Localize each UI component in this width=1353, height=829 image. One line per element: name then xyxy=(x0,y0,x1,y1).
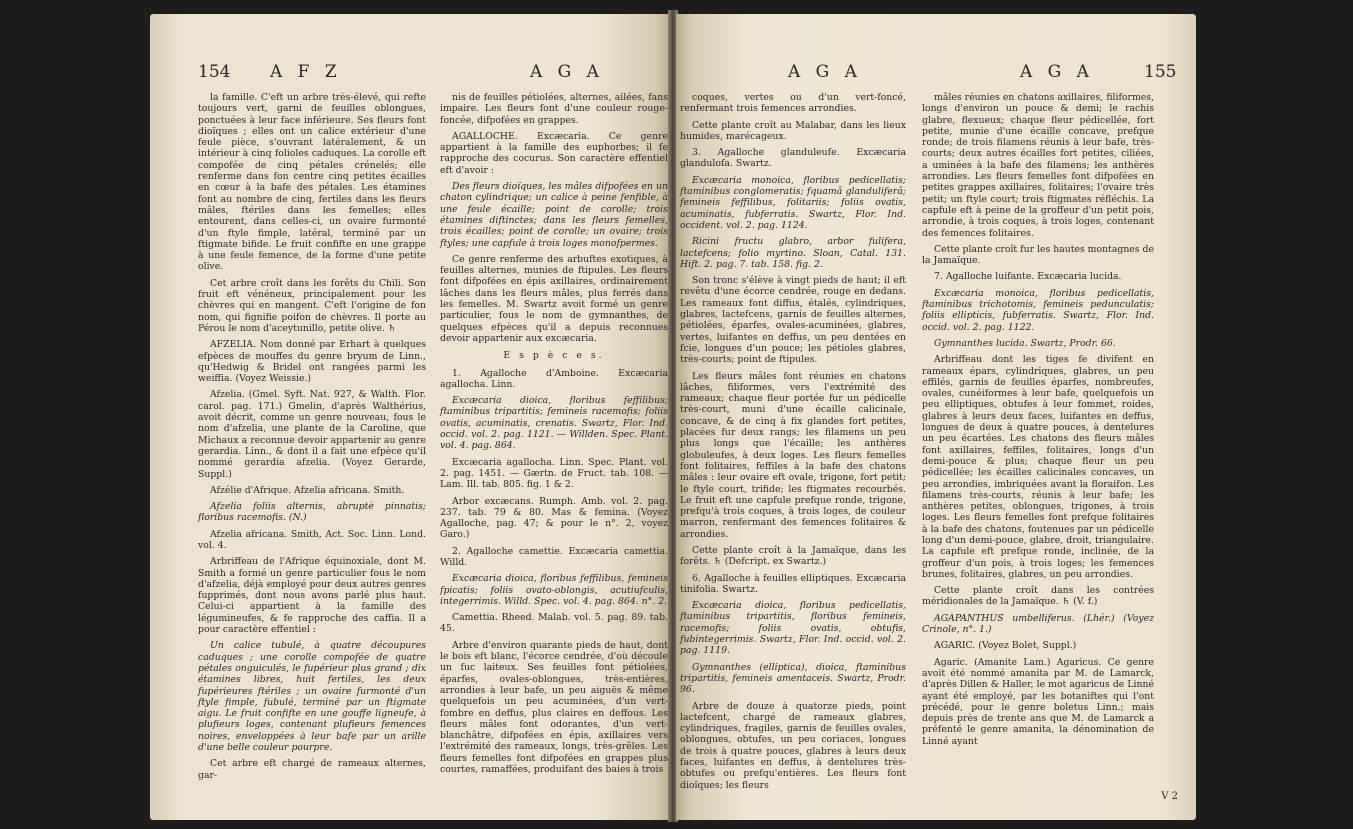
paragraph: AFZELIA. Nom donné par Erhart à quelques efpèces de mouffes du genre bryum de Linn., qu'Hedwig & Bridel ont rangées parmi les weiffia. (Voyez Weissie.) xyxy=(198,339,426,385)
paragraph: Gymnanthes (elliptica), dioica, ftaminibus tripartitis, femineis amentaceis. Swartz, Prodr. 96. xyxy=(680,661,906,696)
paragraph: Cette plante croît dans les contrées méridionales de la Jamaïque. ♄ (V. f.) xyxy=(922,585,1154,608)
paragraph: mâles réunies en chatons axillaires, filiformes, longs d'environ un pouce & demi; le rachis glabre, flexueux; chaque fleur pédicellée, fort petite, munie d'une écaille concave, prefque ronde; de trois filamens réunis à leur bafe, très-courts; deux autres écailles fort petites, ciliées, a uminées à la bafe des filamens; les anthères arrondies. Les fleurs femelles font difpofées en petites grappes axillaires, folitaires; l'ovaire très petit; un ftyle court; trois ftigmates réfléchis. La capfule eft à peine de la groffeur d'un petit pois, arrondie, à trois coques, à trois loges, contenant des femences folitaires. xyxy=(922,92,1154,239)
right-column-1 xyxy=(680,92,906,796)
paragraph: la famille. C'eft un arbre très-élevé, qui refte toujours vert, garni de feuilles oblongues, ponctuées à leur face inférieure. Ses fleurs font dioïques ; elles ont un calice extérieur d'une feule pièce, s'ouvrant latéralement, & un intérieur à cinq folioles caduques. La corolle eft compofée de cinq pétales crénelés; elle renferme dans fon centre cinq petites écailles en cœur à la bafe des pétales. Les étamines font au nombre de cinq, fertiles dans les fleurs mâles, ftériles dans les femelles; elles entourent, dans celles-ci, un ovaire furmonté d'un ftyle fimple, latéral, terminé par un ftigmate bifide. Le fruit confifte en une grappe à une feule femence, de la forme d'une petite olive. xyxy=(198,92,426,273)
paragraph: 6. Agalloche à feuilles elliptiques. Excæcaria tinifolia. Swartz. xyxy=(680,572,906,595)
left-running-head-1: A F Z xyxy=(270,62,342,82)
paragraph: Cet arbre eft chargé de rameaux alternes, gar- xyxy=(198,758,426,781)
paragraph: Excæcaria dioica, floribus feffilibus, femineis fpicatis; foliis ovato-oblongis, acutiufculis, integerrimis. Willd. Spec. vol. 4. pag. 864. n°. 2. xyxy=(440,573,668,607)
paragraph: Son tronc s'élève à vingt pieds de haut; il eft revêtu d'une écorce cendrée, rouge en dedans. Les rameaux font diffus, étalés, cylindriques, glabres, lactefcens, garnis de feuilles alternes, pétiolées, éparfes, ovales-acuminées, glabres, vertes, luifantes en deffus, un peu dentées en fcie, longues d'un pouce; les pétioles glabres, très-courts; point de ftipules. xyxy=(680,275,906,366)
left-column-2 xyxy=(440,92,668,780)
paragraph: Gymnanthes lucida. Swartz, Prodr. 66. xyxy=(934,337,1116,349)
right-column-2 xyxy=(922,92,1154,752)
right-page xyxy=(676,14,1196,820)
left-column-1 xyxy=(198,92,426,786)
paragraph: Cette plante croît au Malabar, dans les lieux humides, marécageux. xyxy=(680,119,906,142)
paragraph: Afzelia foliis alternis, abruptè pinnatis; floribus racemofis. (N.) xyxy=(198,501,426,524)
paragraph: Excæcaria dioica, floribus pedicellatis, ftaminibus tripartitis, floribus femineis, racemofis; foliis ovatis, obtufis, fubintegerrimis. Swartz, Flor. Ind. occid. vol. 2. pag. 1119. xyxy=(680,600,906,657)
paragraph: E s p è c e s. xyxy=(503,350,605,362)
paragraph: AGALLOCHE. Excæcaria. Ce genre appartient à la famille des euphorbes; il fe rapproche des cocurus. Son caractère effentiel eft d'avoir : xyxy=(440,130,668,176)
paragraph: Cette plante croît à la Jamaïque, dans les forêts. ♄ (Defcript. ex Swartz.) xyxy=(680,544,906,568)
paragraph: Ce genre renferme des arbuftes exotiques, à feuilles alternes, munies de ftipules. Les fleurs font difpofées en épis axillaires, ordinairement lâches dans les fleurs mâles, plus ferrés dans les femelles. M. Swartz avoit formé un genre particulier, fous le nom de gymnanthes, de quelques efpèces qu'il a depuis reconnues devoir appartenir aux excæcaria. xyxy=(440,253,668,344)
paragraph: Afzélie d'Afrique. Afzelia africana. Smith. xyxy=(210,484,405,496)
paragraph: nis de feuilles pétiolées, alternes, ailées, fans impaire. Les fleurs font d'une couleur rouge-foncée, difpofées en grappes. xyxy=(440,92,668,126)
paragraph: Camettia. Rheed. Malab. vol. 5. pag. 89. tab. 45. xyxy=(440,612,668,635)
right-page-number: 155 xyxy=(1144,62,1177,82)
paragraph: coques, vertes ou d'un vert-foncé, renfermant trois femences arrondies. xyxy=(680,92,906,115)
paragraph: Cet arbre croît dans les forêts du Chili. Son fruit eft vénéneux, principalement pour les chèvres qui en mangent. C'eft l'origine de fon nom, qui fignifie poifon de chèvres. Il porte au Pérou le nom d'aceytunillo, petite olive. ♄ xyxy=(198,277,426,334)
paragraph: Cette plante croît fur les hautes montagnes de la Jamaïque. xyxy=(922,243,1154,267)
paragraph: 1. Agalloche d'Amboine. Excæcaria agallocha. Linn. xyxy=(440,367,668,390)
right-running-head-1: A G A xyxy=(788,62,862,82)
paragraph: Ricini fructu glabro, arbor fulifera, lactefcens; folio myrtino. Sloan, Catal. 131. Hift. 2. pag. 7. tab. 158. fig. 2. xyxy=(680,236,906,270)
paragraph: Afzelia africana. Smith, Act. Soc. Linn. Lond. vol. 4. xyxy=(198,528,426,551)
paragraph: Excæcaria agallocha. Linn. Spec. Plant. vol. 2. pag. 1451. — Gærtn. de Fruct. tab. 108. — Lam. Ill. tab. 805. fig. 1 & 2. xyxy=(440,456,668,491)
paragraph: Arbor excæcans. Rumph. Amb. vol. 2. pag. 237. tab. 79 & 80. Mas & femina. (Voyez Agalloche, pag. 47; & pour le n°. 2, voyez Garo.) xyxy=(440,495,668,541)
paragraph: Agaric. (Amanite Lam.) Agaricus. Ce genre avoit été nommé amanita par M. de Lamarck, d'après Dillen & Haller, le mot agaricus de Linné ayant été employé, par les botaniftes qui l'ont précédé, pour le genre boletus Linn.; mais depuis près de trente ans que M. de Lamarck a préfenté le genre amanita, la dénomination de Linné ayant xyxy=(922,656,1154,747)
paragraph: Arbriffeau dont les tiges fe divifent en rameaux épars, cylindriques, glabres, un peu effilés, garnis de feuilles éparfes, nombreufes, ovales, cunéiformes à leur bafe, quelquefois un peu elliptiques, obtufes à leur fommet, roides, glabres à leurs deux faces, luifantes en deffus, longues de deux à quatre pouces, à dentelures un peu écartées. Les chatons des fleurs mâles font axillaires, feffiles, folitaires, longs d'un demi-pouce & plus; chaque fleur un peu pédicellée; les écailles calicinales concaves, un peu arrondies, imbriquées avant la floraifon. Les filamens très-courts, réunis à leur bafe; les anthères petites, oblongues, trigones, à trois loges. Les fleurs femelles font prefque folitaires à la bafe des chatons, foutenues par un pédicelle long d'un demi-pouce, glabre, droit, triangulaire. La capfule eft prefque ronde, inclinée, de la groffeur d'un pois, à trois loges; les femences brunes, folitaires, glabres, un peu arrondies. xyxy=(922,354,1154,580)
catchword: V 2 xyxy=(1161,791,1178,802)
right-running-head-2: A G A xyxy=(1020,62,1094,82)
paragraph: Excæcaria monoica, floribus pedicellatis; ftaminibus conglomeratis; fquamâ glanduliferâ; femineis feffilibus, folitariis; foliis ovatis, acuminatis, fubferratis. Swartz, Flor. Ind. occident. vol. 2. pag. 1124. xyxy=(680,174,906,231)
paragraph: Excæcaria dioica, floribus feffilibus; ftaminibus tripartitis; femineis racemofis; foliis ovatis, acuminatis, crenatis. Swartz, Flor. Ind. occid. vol. 2. pag. 1121. — Willden. Spec. Plant. vol. 4. pag. 864. xyxy=(440,395,668,452)
paragraph: Arbre d'environ quarante pieds de haut, dont le bois eft blanc, l'écorce cendrée, d'où découle un fuc laiteux. Ses feuilles font pétiolées, éparfes, ovales-oblongues, très-entières, arrondies à leur bafe, un peu aiguës & même quelquefois un peu acuminées, d'un vert-fombre en deffus, plus claires en deffous. Les fleurs mâles font odorantes, d'un vert-blanchâtre, difpofées en épis, axillaires vers l'extrémité des rameaux, longs, très-grêles. Les fleurs femelles font difpofées en grappes plus courtes, ramaffées, produifant des baies à trois xyxy=(440,639,668,776)
paragraph: Des fleurs dioïques, les mâles difpofées en un chaton cylindrique; un calice à peine fenfible, à une feule écaille; point de corolle; trois étamines diftinctes; dans les fleurs femelles, trois écailles; point de corolle; un ovaire; trois ftyles; une capfule à trois loges monofpermes. xyxy=(440,181,668,249)
left-page-number: 154 xyxy=(198,62,231,82)
paragraph: AGARIC. (Voyez Bolet, Suppl.) xyxy=(934,640,1077,652)
paragraph: Arbre de douze à quatorze pieds, point lactefcent, chargé de rameaux glabres, cylindriques, fragiles, garnis de feuilles ovales, oblongues, obtufes, un peu coriaces, longues de trois à quatre pouces, glabres à leurs deux faces, luifantes en deffus, à dentelures très-obtufes ou prefqu'entières. Les fleurs font dioïques; les fleurs xyxy=(680,700,906,791)
paragraph: 2. Agalloche camettie. Excæcaria camettia. Willd. xyxy=(440,545,668,568)
paragraph: Arbriffeau de l'Afrique équinoxiale, dont M. Smith a formé un genre particulier fous le nom d'afzelia, déjà employé pour deux autres genres fupprimés, dont nous avons parlé plus haut. Celui-ci appartient à la famille des légumineufes, & fe rapproche des caffia. Il a pour caractère effentiel : xyxy=(198,556,426,636)
paragraph: Les fleurs mâles font réunies en chatons lâches, filiformes, vers l'extrémité des rameaux; chaque fleur portée fur un pédicelle très-court, muni d'une écaille calicinale, concave, & de cinq à fix glandes fort petites, placées fur deux rangs; les filamens un peu plus longs que l'écaille; les anthères globuleufes, à deux loges. Les fleurs femelles font folitaires, feffiles à la bafe des chatons mâles : leur ovaire eft ovale, trigone, fort petit; le ftyle court, trifide; les ftigmates recourbés. Le fruit eft une capfule prefque ronde, trigone, prefqu'à trois coques, à trois loges, de couleur marron, renfermant des femences folitaires & arrondies. xyxy=(680,370,906,540)
paragraph: AGAPANTHUS umbelliferus. (Lhér.) (Voyez Crinole, n°. 1.) xyxy=(922,612,1154,636)
paragraph: Excæcaria monoica, floribus pedicellatis, ftaminibus trichotomis, femineis pedunculatis; foliis ellipticis, fubferratis. Swartz, Flor. Ind. occid. vol. 2. pag. 1122. xyxy=(922,287,1154,333)
paragraph: Afzelia. (Gmel. Syft. Nat. 927, & Walth. Flor. carol. pag. 171.) Gmelin, d'après Walthérius, avoit décrit, comme un genre nouveau, fous le nom d'afzelia, une plante de la Caroline, que Michaux a reconnue devoir appartenir au genre gerardia. Linn., & dont il a fait une efpèce qu'il nommé gerardia afzelia. (Voyez Gerarde, Suppl.) xyxy=(198,389,426,480)
paragraph: 7. Agalloche luifante. Excæcaria lucida. xyxy=(934,271,1122,283)
left-running-head-2: A G A xyxy=(530,62,604,82)
paragraph: Un calice tubulé, à quatre découpures caduques ; une corolle compofée de quatre pétales onguiculés, le fupérieur plus grand ; dix étamines libres, huit fertiles, les deux fupérieures ftériles ; un ovaire furmonté d'un ftyle fimple, fubulé, terminé par un ftigmate aigu. Le fruit confifte en une gouffe ligneufe, à plufieurs loges, contenant plufieurs femences noires, enveloppées à leur bafe par un arille d'une belle couleur pourpre. xyxy=(198,640,426,754)
paragraph: 3. Agalloche glanduleufe. Excæcaria glandulofa. Swartz. xyxy=(680,147,906,170)
left-page xyxy=(150,14,670,820)
